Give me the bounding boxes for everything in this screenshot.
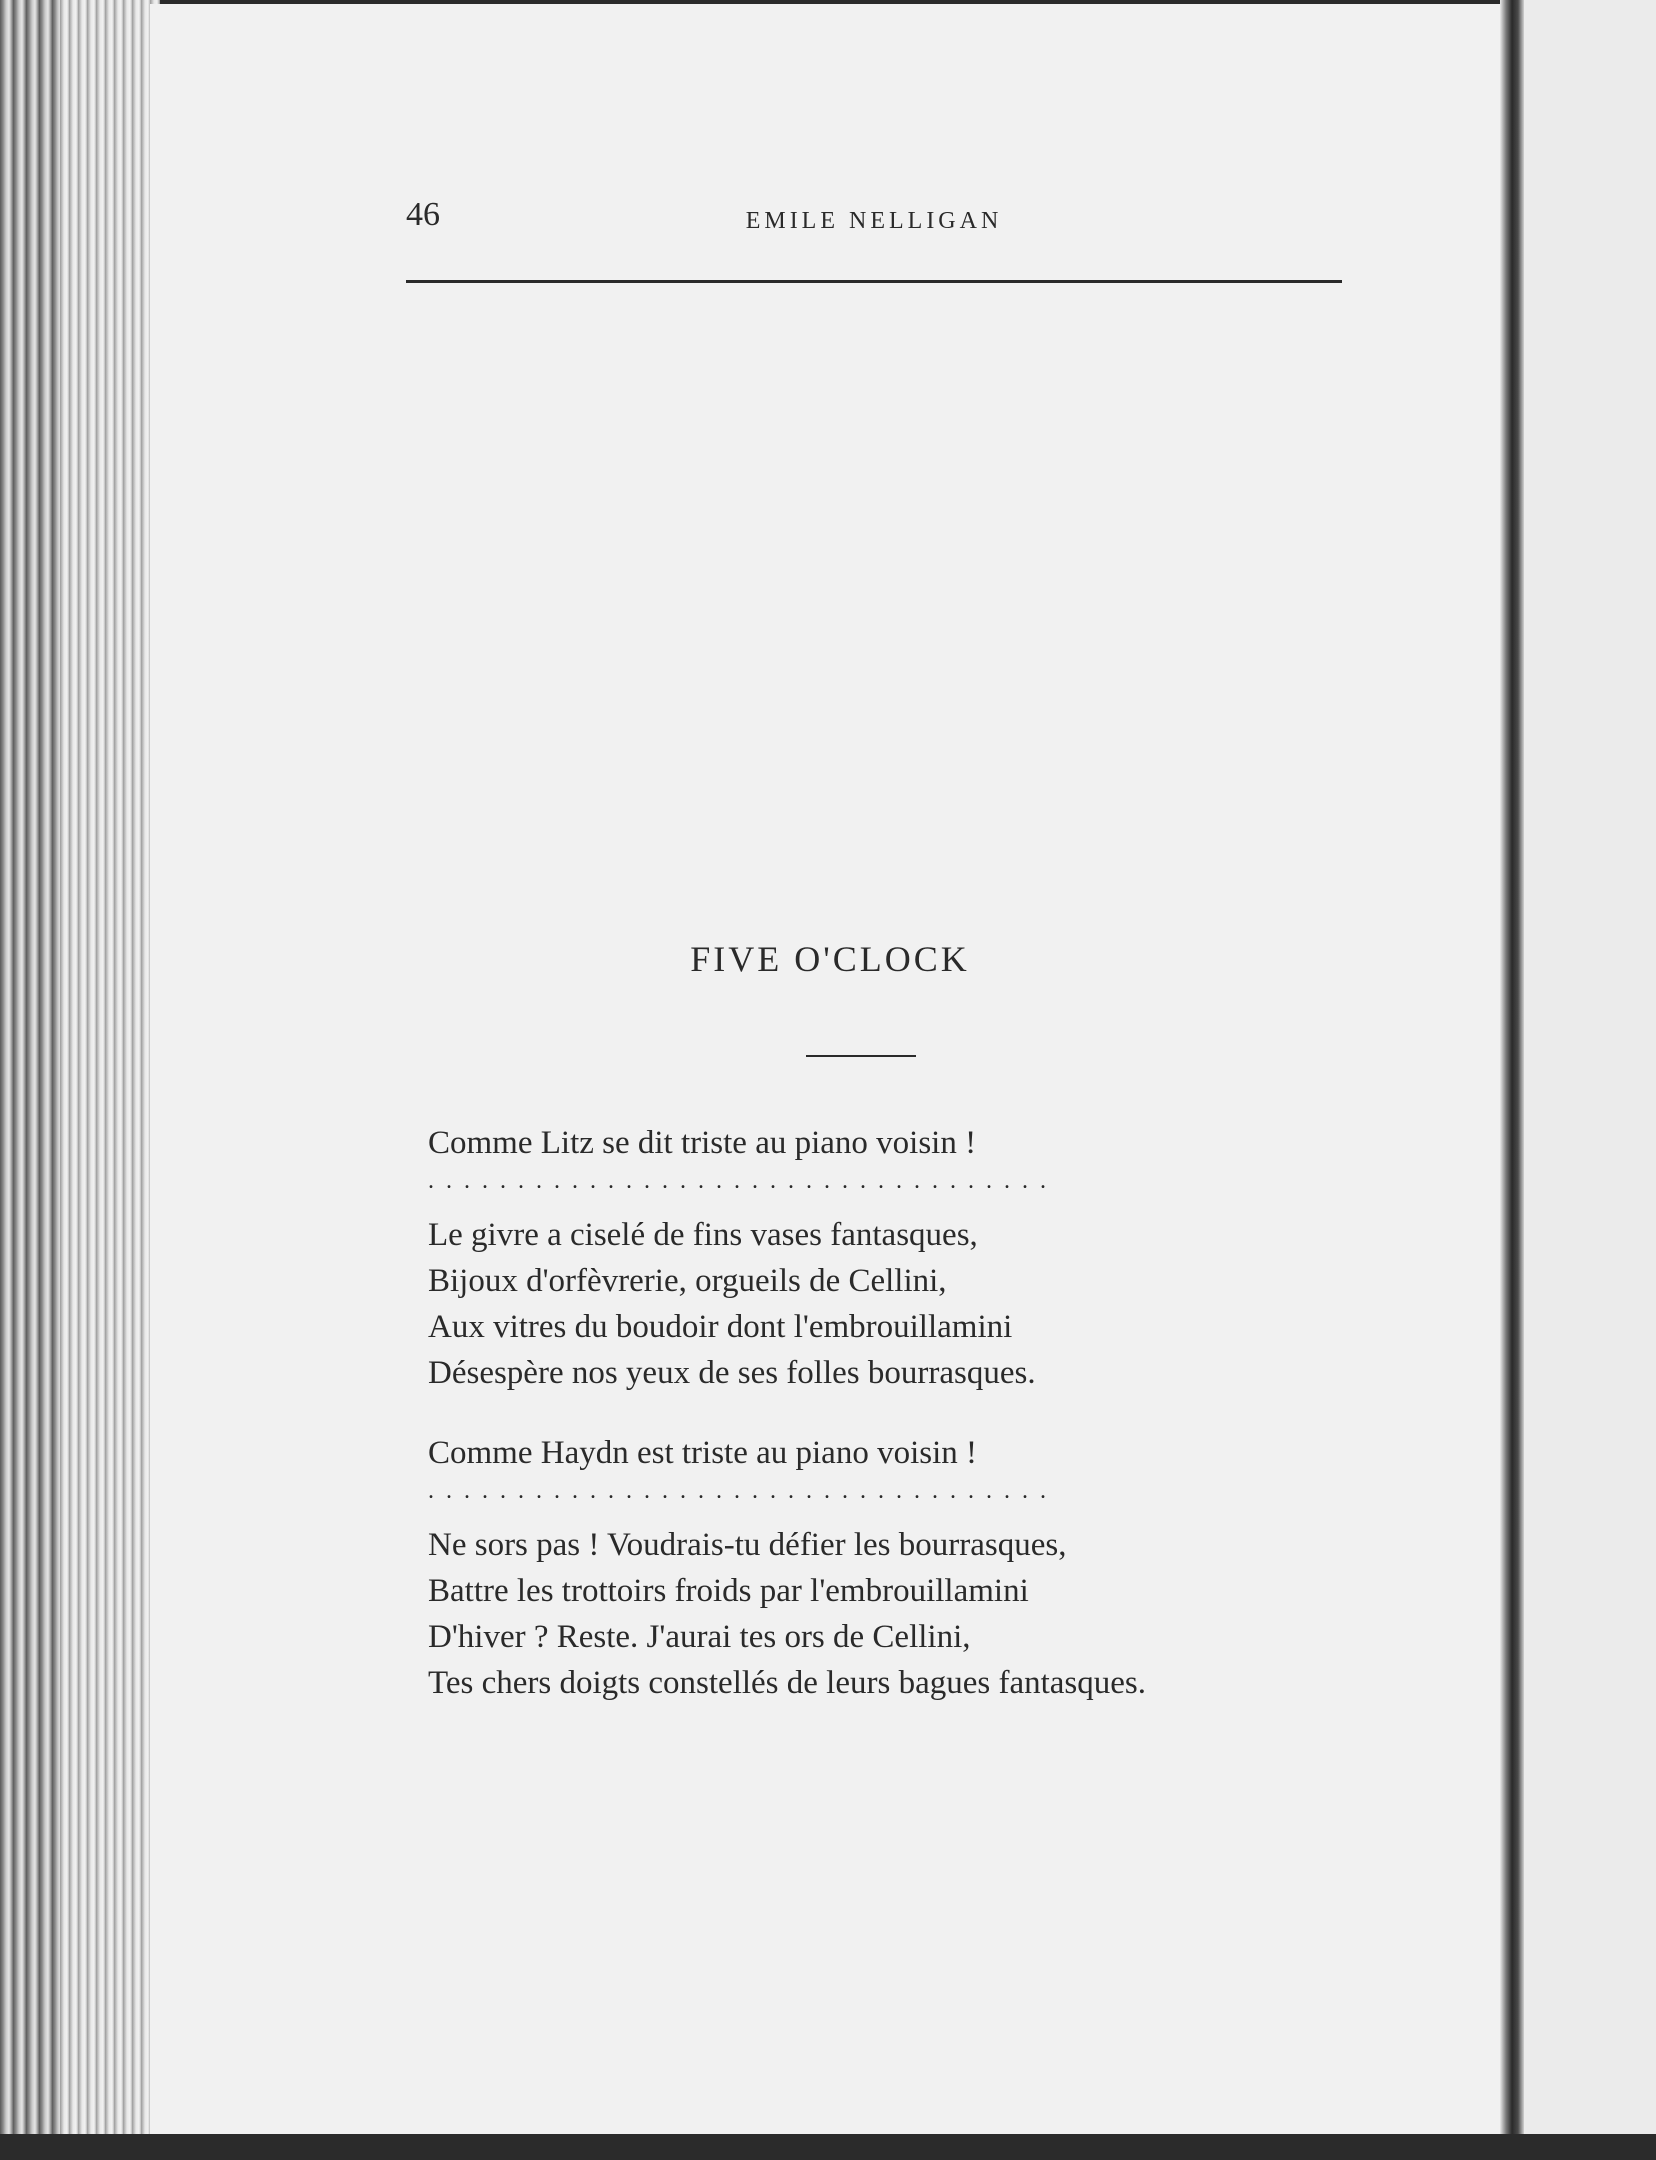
- book-gutter: [1500, 0, 1524, 2160]
- verse-line: Le givre a ciselé de fins vases fantasques,: [428, 1217, 978, 1253]
- ellipsis-line: ...................................: [428, 1478, 1058, 1504]
- running-head-author: EMILE NELLIGAN: [745, 208, 1003, 234]
- verse-line: Ne sors pas ! Voudrais-tu défier les bourrasques,: [428, 1527, 1067, 1563]
- book-page: [150, 4, 1510, 2134]
- verse-line: D'hiver ? Reste. J'aurai tes ors de Cellini,: [428, 1619, 971, 1655]
- verse-line: Tes chers doigts constellés de leurs bagues fantasques.: [428, 1665, 1146, 1701]
- facing-page: [1524, 0, 1656, 2160]
- header-rule: [406, 280, 1342, 283]
- verse-line: Battre les trottoirs froids par l'embrouillamini: [428, 1573, 1029, 1609]
- verse-line: Aux vitres du boudoir dont l'embrouillamini: [428, 1309, 1013, 1345]
- stanza-gap: [428, 1396, 1348, 1430]
- verse-line: Désespère nos yeux de ses folles bourrasques.: [428, 1355, 1036, 1391]
- verse-line: Bijoux d'orfèvrerie, orgueils de Cellini,: [428, 1263, 947, 1299]
- poem-body: [428, 1120, 1348, 1706]
- running-head: [406, 196, 1342, 246]
- bottom-edge: [0, 2134, 1656, 2160]
- page-stack-inner: [60, 0, 160, 2160]
- refrain-line: Comme Litz se dit triste au piano voisin !: [428, 1125, 977, 1161]
- page-stack-edges: [0, 0, 160, 2160]
- page-number: 46: [406, 196, 440, 233]
- title-rule: [806, 1055, 916, 1057]
- ellipsis-line: ...................................: [428, 1168, 1058, 1194]
- poem-title: FIVE O'CLOCK: [690, 939, 970, 979]
- refrain-line: Comme Haydn est triste au piano voisin !: [428, 1435, 977, 1471]
